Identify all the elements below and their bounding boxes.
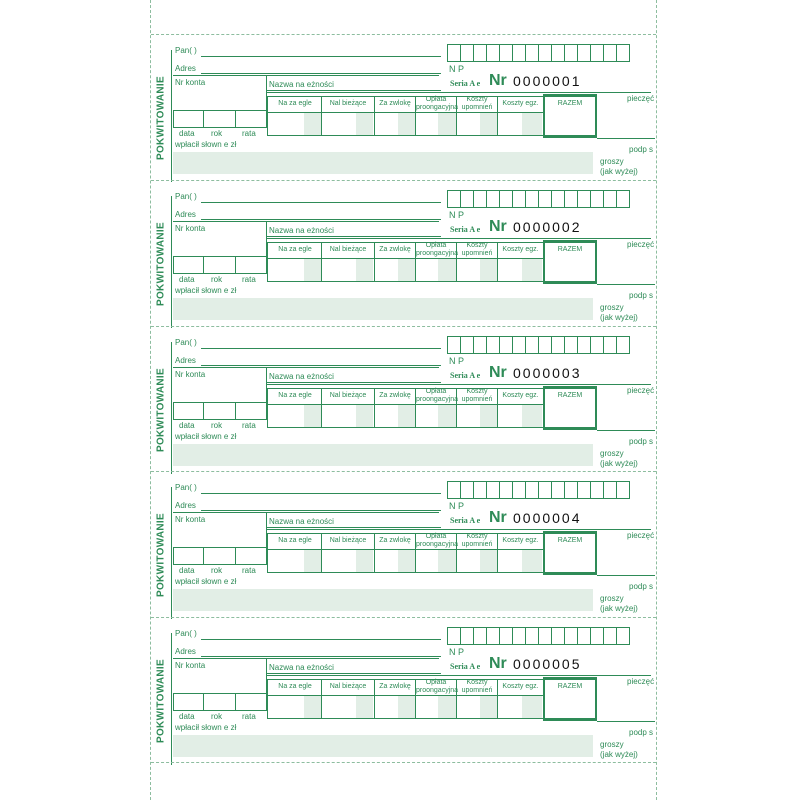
nazwa-label: Nazwa na eżności	[269, 517, 334, 526]
shade-4	[438, 259, 456, 281]
shade-3	[398, 113, 415, 135]
data-label: data	[179, 275, 195, 284]
nr-konta-label: Nr konta	[175, 661, 206, 670]
pieczec-label: pieczęć	[627, 240, 655, 249]
pan-label: Pan( )	[175, 629, 197, 638]
date-boxes[interactable]	[173, 693, 267, 711]
date-divider-2	[235, 547, 236, 565]
seria-label: Seria A e	[450, 371, 481, 380]
nr-konta-label: Nr konta	[175, 224, 206, 233]
nazwa-field[interactable]	[267, 382, 441, 383]
nr-label: Nr	[489, 509, 507, 526]
cut-line	[151, 326, 656, 327]
shade-4	[438, 113, 456, 135]
adres-field[interactable]	[201, 656, 441, 657]
pieczec-label: pieczęć	[627, 94, 655, 103]
col-biezace: Nal bieżące	[329, 683, 367, 690]
col-upomnienie: Koszty upomnień	[461, 533, 493, 548]
pan-label: Pan( )	[175, 192, 197, 201]
signature-rule	[597, 721, 655, 722]
data-label: data	[179, 566, 195, 575]
col-zwloka: Za zwlokę	[379, 392, 411, 399]
receipt-block	[151, 479, 656, 625]
wplacil-label: wpłacił słown e zł	[175, 577, 237, 586]
col-zwloka: Za zwlokę	[379, 100, 411, 107]
shade-3	[398, 405, 415, 427]
date-boxes[interactable]	[173, 256, 267, 274]
wplacil-label: wpłacił słown e zł	[175, 140, 237, 149]
podpis-label: podp s	[629, 291, 654, 300]
np-grid[interactable]	[448, 336, 630, 354]
adres-label: Adres	[175, 356, 196, 365]
col-biezace: Nal bieżące	[329, 100, 367, 107]
rok-label: rok	[211, 712, 223, 721]
jak-wyzej-label: (jak wyżej)	[600, 604, 638, 613]
nazwa-label: Nazwa na eżności	[269, 226, 334, 235]
receipt-number: 0000005	[513, 656, 582, 672]
nazwa-label: Nazwa na eżności	[269, 372, 334, 381]
groszy-label: groszy	[600, 157, 624, 166]
col-oplata: Opłata proongacyjna	[416, 242, 459, 257]
groszy-label: groszy	[600, 740, 624, 749]
col-egz: Koszty egz.	[502, 100, 539, 107]
rata-label: rata	[242, 275, 256, 284]
col-biezace: Nal bieżące	[329, 246, 367, 253]
adres-field[interactable]	[201, 73, 441, 74]
nr-konta-label: Nr konta	[175, 515, 206, 524]
col-egz: Koszty egz.	[502, 246, 539, 253]
np-label: N P	[449, 210, 465, 220]
table-top-rule	[267, 92, 651, 93]
np-label: N P	[449, 647, 465, 657]
adres-field[interactable]	[201, 219, 441, 220]
date-divider-1	[203, 402, 204, 420]
shade-3	[398, 259, 415, 281]
signature-rule	[597, 284, 655, 285]
rok-label: rok	[211, 275, 223, 284]
col-razem: RAZEM	[557, 683, 583, 690]
col-razem: RAZEM	[557, 537, 583, 544]
data-label: data	[179, 129, 195, 138]
amount-words-field[interactable]	[173, 589, 593, 611]
podpis-label: podp s	[629, 437, 654, 446]
jak-wyzej-label: (jak wyżej)	[600, 167, 638, 176]
rok-label: rok	[211, 566, 223, 575]
col-oplata: Opłata proongacyjna	[416, 533, 459, 548]
groszy-label: groszy	[600, 449, 624, 458]
signature-rule	[597, 138, 655, 139]
wplacil-label: wpłacił słown e zł	[175, 432, 237, 441]
rata-label: rata	[242, 129, 256, 138]
nr-konta-label: Nr konta	[175, 370, 206, 379]
shade-6	[522, 696, 542, 718]
col-oplata: Opłata proongacyjna	[416, 388, 459, 403]
adres-label: Adres	[175, 210, 196, 219]
date-divider-2	[235, 693, 236, 711]
pan-field[interactable]	[201, 202, 441, 203]
date-divider-1	[203, 547, 204, 565]
col-oplata: Opłata proongacyjna	[416, 679, 459, 694]
rok-label: rok	[211, 421, 223, 430]
receipt-block	[151, 42, 656, 188]
receipt-number: 0000001	[513, 73, 582, 89]
shade-5	[480, 259, 497, 281]
np-grid[interactable]	[448, 627, 630, 645]
side-label: POKWITOWANIE	[155, 659, 167, 743]
shade-2	[356, 405, 373, 427]
np-grid[interactable]	[448, 44, 630, 62]
shade-1	[304, 696, 321, 718]
receipt-number: 0000004	[513, 510, 582, 526]
col-razem: RAZEM	[557, 246, 583, 253]
col-egz: Koszty egz.	[502, 537, 539, 544]
rata-label: rata	[242, 566, 256, 575]
shade-5	[480, 550, 497, 572]
podpis-label: podp s	[629, 728, 654, 737]
date-divider-2	[235, 110, 236, 128]
cut-line	[151, 762, 656, 763]
table-top-rule	[267, 529, 651, 530]
data-label: data	[179, 712, 195, 721]
pan-label: Pan( )	[175, 338, 197, 347]
adres-label: Adres	[175, 64, 196, 73]
amount-words-field[interactable]	[173, 444, 593, 466]
shade-1	[304, 259, 321, 281]
adres-label: Adres	[175, 501, 196, 510]
signature-rule	[597, 575, 655, 576]
side-divider	[171, 633, 172, 765]
receipt-block	[151, 188, 656, 334]
seria-label: Seria A e	[450, 516, 481, 525]
shade-6	[522, 259, 542, 281]
date-boxes[interactable]	[173, 402, 267, 420]
shade-4	[438, 550, 456, 572]
shade-6	[522, 113, 542, 135]
receipt-number: 0000003	[513, 365, 582, 381]
rok-label: rok	[211, 129, 223, 138]
col-biezace: Nal bieżące	[329, 392, 367, 399]
seria-label: Seria A e	[450, 662, 481, 671]
col-upomnienie: Koszty upomnień	[461, 679, 493, 694]
shade-1	[304, 550, 321, 572]
shade-3	[398, 550, 415, 572]
groszy-label: groszy	[600, 303, 624, 312]
side-divider	[171, 50, 172, 182]
np-grid[interactable]	[448, 481, 630, 499]
shade-2	[356, 259, 373, 281]
np-label: N P	[449, 501, 465, 511]
col-razem: RAZEM	[557, 100, 583, 107]
pan-field[interactable]	[201, 639, 441, 640]
date-divider-1	[203, 110, 204, 128]
nazwa-field[interactable]	[267, 236, 441, 237]
side-divider	[171, 487, 172, 619]
col-zwloka: Za zwlokę	[379, 537, 411, 544]
nr-label: Nr	[489, 655, 507, 672]
nazwa-field[interactable]	[267, 90, 441, 91]
cut-line	[151, 180, 656, 181]
nr-label: Nr	[489, 218, 507, 235]
col-naleznosc: Na za egle	[278, 100, 312, 107]
cut-line	[151, 471, 656, 472]
date-divider-2	[235, 256, 236, 274]
shade-5	[480, 696, 497, 718]
jak-wyzej-label: (jak wyżej)	[600, 313, 638, 322]
pan-label: Pan( )	[175, 46, 197, 55]
receipt-block	[151, 334, 656, 480]
side-divider	[171, 196, 172, 328]
shade-3	[398, 696, 415, 718]
side-label: POKWITOWANIE	[155, 222, 167, 306]
pan-label: Pan( )	[175, 483, 197, 492]
nazwa-label: Nazwa na eżności	[269, 663, 334, 672]
wplacil-label: wpłacił słown e zł	[175, 723, 237, 732]
np-label: N P	[449, 356, 465, 366]
data-label: data	[179, 421, 195, 430]
table-top-rule	[267, 384, 651, 385]
col-naleznosc: Na za egle	[278, 683, 312, 690]
col-razem: RAZEM	[557, 392, 583, 399]
nazwa-field[interactable]	[267, 527, 441, 528]
col-zwloka: Za zwlokę	[379, 246, 411, 253]
jak-wyzej-label: (jak wyżej)	[600, 459, 638, 468]
nazwa-label: Nazwa na eżności	[269, 80, 334, 89]
col-oplata: Opłata proongacyjna	[416, 96, 459, 111]
cut-line	[151, 34, 656, 35]
col-biezace: Nal bieżące	[329, 537, 367, 544]
side-label: POKWITOWANIE	[155, 513, 167, 597]
col-naleznosc: Na za egle	[278, 537, 312, 544]
col-upomnienie: Koszty upomnień	[461, 96, 493, 111]
nr-label: Nr	[489, 364, 507, 381]
nr-konta-label: Nr konta	[175, 78, 206, 87]
jak-wyzej-label: (jak wyżej)	[600, 750, 638, 759]
np-grid[interactable]	[448, 190, 630, 208]
amount-words-field[interactable]	[173, 152, 593, 174]
shade-5	[480, 113, 497, 135]
shade-5	[480, 405, 497, 427]
receipt-block	[151, 625, 656, 771]
date-boxes[interactable]	[173, 110, 267, 128]
pan-field[interactable]	[201, 56, 441, 57]
pieczec-label: pieczęć	[627, 531, 655, 540]
shade-1	[304, 113, 321, 135]
side-label: POKWITOWANIE	[155, 76, 167, 160]
pan-field[interactable]	[201, 348, 441, 349]
np-label: N P	[449, 64, 465, 74]
podpis-label: podp s	[629, 145, 654, 154]
table-top-rule	[267, 675, 651, 676]
col-naleznosc: Na za egle	[278, 246, 312, 253]
seria-label: Seria A e	[450, 79, 481, 88]
side-label: POKWITOWANIE	[155, 368, 167, 452]
table-top-rule	[267, 238, 651, 239]
seria-label: Seria A e	[450, 225, 481, 234]
signature-rule	[597, 430, 655, 431]
shade-2	[356, 696, 373, 718]
nr-label: Nr	[489, 72, 507, 89]
shade-2	[356, 113, 373, 135]
rata-label: rata	[242, 712, 256, 721]
shade-4	[438, 405, 456, 427]
shade-6	[522, 550, 542, 572]
date-divider-2	[235, 402, 236, 420]
shade-1	[304, 405, 321, 427]
nazwa-field[interactable]	[267, 673, 441, 674]
date-divider-1	[203, 693, 204, 711]
groszy-label: groszy	[600, 594, 624, 603]
shade-4	[438, 696, 456, 718]
col-upomnienie: Koszty upomnień	[461, 242, 493, 257]
amount-words-field[interactable]	[173, 298, 593, 320]
col-upomnienie: Koszty upomnień	[461, 388, 493, 403]
adres-field[interactable]	[201, 365, 441, 366]
shade-2	[356, 550, 373, 572]
col-egz: Koszty egz.	[502, 392, 539, 399]
pieczec-label: pieczęć	[627, 677, 655, 686]
adres-field[interactable]	[201, 510, 441, 511]
wplacil-label: wpłacił słown e zł	[175, 286, 237, 295]
receipt-sheet	[150, 0, 657, 800]
col-naleznosc: Na za egle	[278, 392, 312, 399]
date-boxes[interactable]	[173, 547, 267, 565]
podpis-label: podp s	[629, 582, 654, 591]
receipt-number: 0000002	[513, 219, 582, 235]
amount-words-field[interactable]	[173, 735, 593, 757]
rata-label: rata	[242, 421, 256, 430]
pieczec-label: pieczęć	[627, 386, 655, 395]
col-egz: Koszty egz.	[502, 683, 539, 690]
adres-label: Adres	[175, 647, 196, 656]
shade-6	[522, 405, 542, 427]
col-zwloka: Za zwlokę	[379, 683, 411, 690]
date-divider-1	[203, 256, 204, 274]
pan-field[interactable]	[201, 493, 441, 494]
side-divider	[171, 342, 172, 474]
cut-line	[151, 617, 656, 618]
